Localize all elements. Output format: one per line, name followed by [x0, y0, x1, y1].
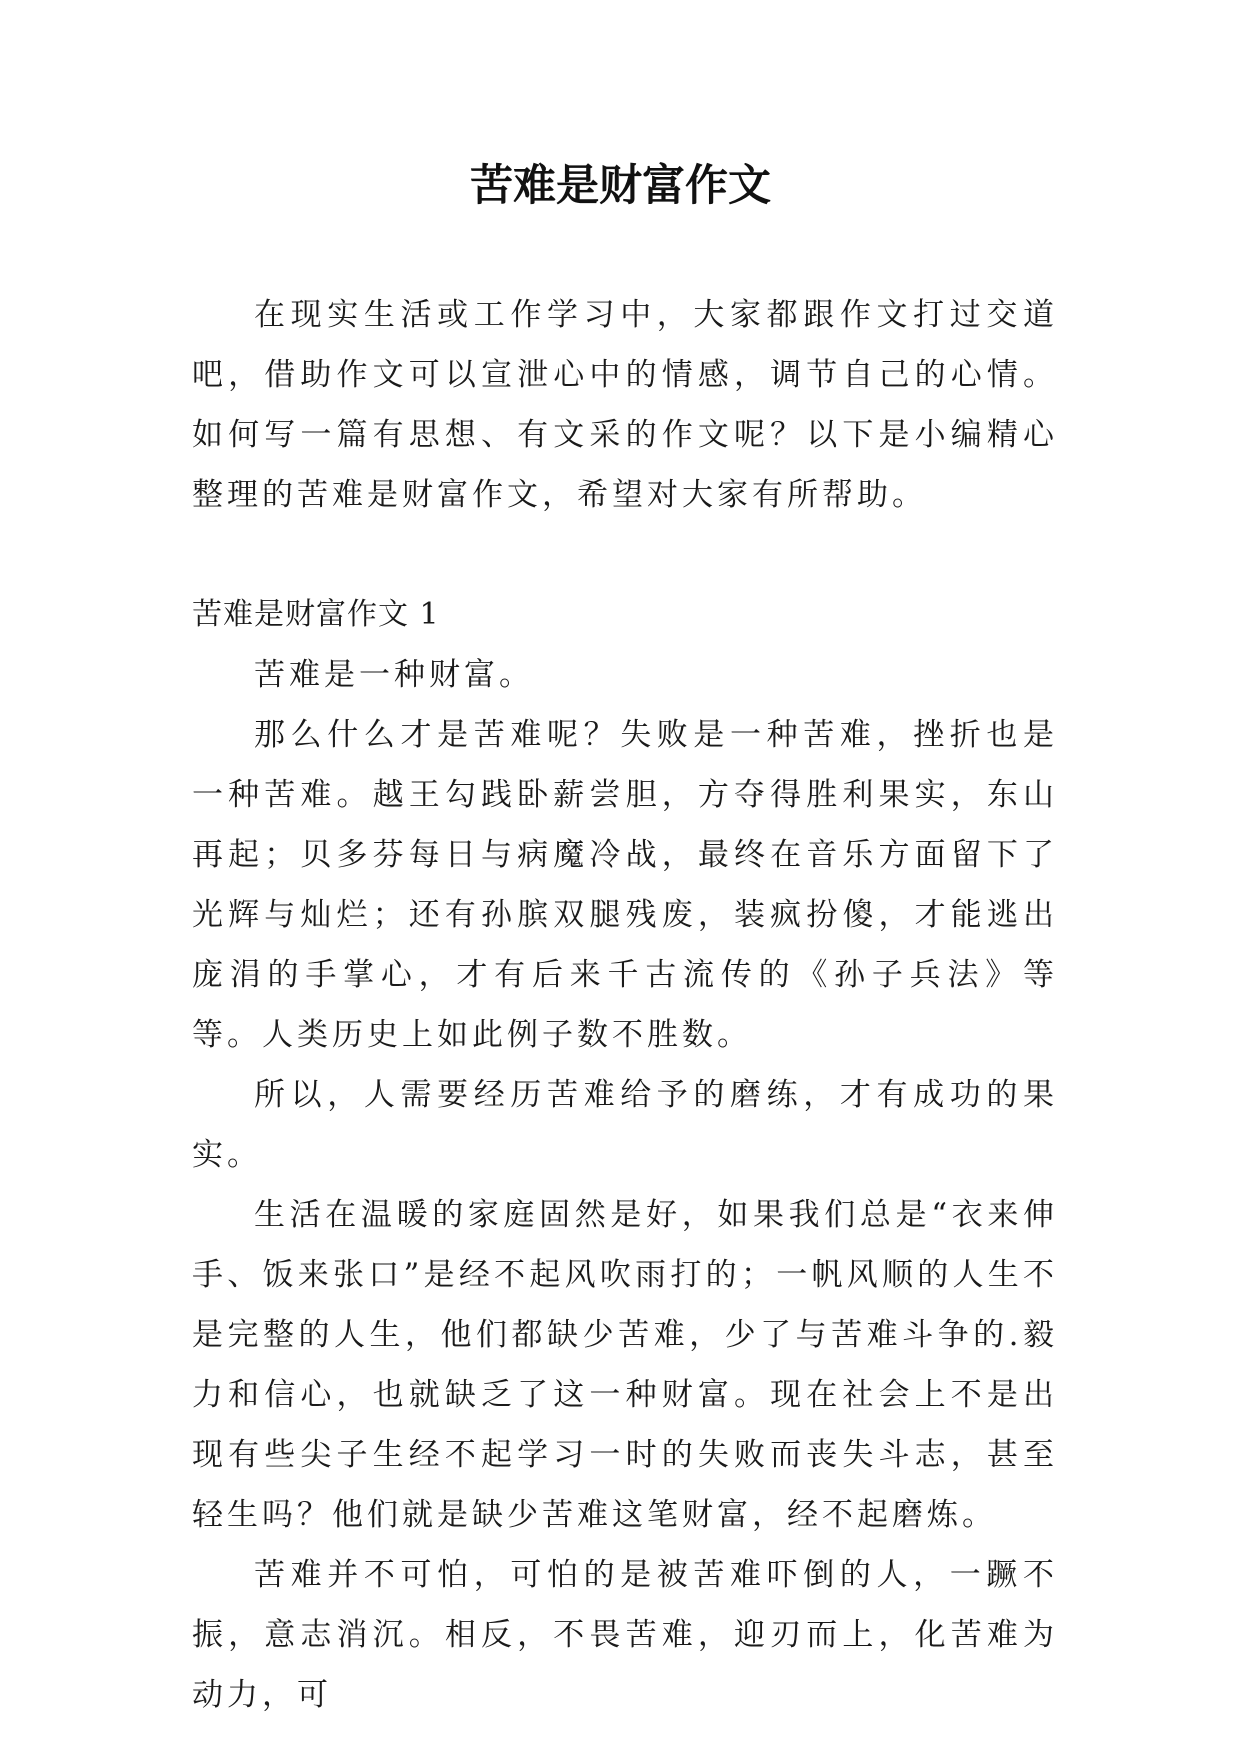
body-paragraph: 苦难并不可怕，可怕的是被苦难吓倒的人，一蹶不振，意志消沉。相反，不畏苦难，迎刃而上，化苦难为动力，可: [192, 1557, 1058, 1713]
body-paragraph: 苦难是一种财富。: [254, 657, 534, 693]
section-heading: 苦难是财富作文 1: [192, 597, 440, 632]
document-title: 苦难是财富作文: [470, 161, 771, 211]
body-paragraph: 所以，人需要经历苦难给予的磨练，才有成功的果实。: [192, 1077, 1058, 1173]
paragraph-spacer: [192, 525, 1058, 585]
intro-paragraph: 在现实生活或工作学习中，大家都跟作文打过交道吧，借助作文可以宣泄心中的情感，调节自己的心情。如何写一篇有思想、有文采的作文呢？以下是小编精心整理的苦难是财富作文，希望对大家有所帮助。: [192, 297, 1058, 513]
body-paragraph: 生活在温暖的家庭固然是好，如果我们总是“衣来伸手、饭来张口”是经不起风吹雨打的；一帆风顺的人生不是完整的人生，他们都缺少苦难，少了与苦难斗争的.毅力和信心，也就缺乏了这一种财富。现在社会上不是出现有些尖子生经不起学习一时的失败而丧失斗志，甚至轻生吗？他们就是缺少苦难这笔财富，经不起磨炼。: [192, 1197, 1058, 1533]
body-paragraph: 那么什么才是苦难呢？失败是一种苦难，挫折也是一种苦难。越王勾践卧薪尝胆，方夺得胜利果实，东山再起；贝多芬每日与病魔冷战，最终在音乐方面留下了光辉与灿烂；还有孙膑双腿残废，装疯扮傻，才能逃出庞涓的手掌心，才有后来千古流传的《孙子兵法》等等。人类历史上如此例子数不胜数。: [192, 717, 1058, 1053]
document-body: [192, 285, 1058, 1725]
